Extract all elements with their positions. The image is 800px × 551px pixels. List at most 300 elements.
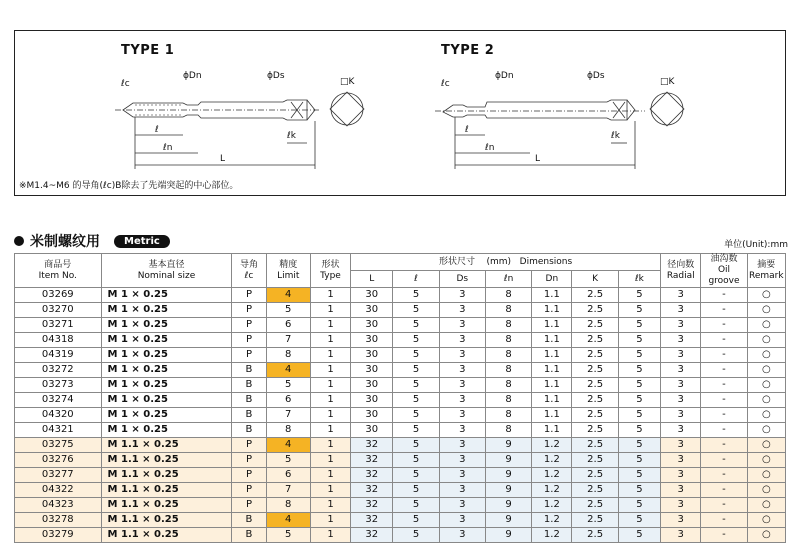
cell-Ds: 3 (439, 363, 485, 378)
cell-lc: P (232, 318, 266, 333)
cell-L: 32 (351, 528, 393, 543)
chamfer-note: ※M1.4~M6 的导角(ℓc)B除去了先端突起的中心部位。 (19, 181, 239, 191)
cell-L: 30 (351, 423, 393, 438)
cell-Dn: 1.2 (532, 453, 572, 468)
cell-lk: 5 (618, 378, 660, 393)
cell-lc: B (232, 423, 266, 438)
cell-size: M 1 × 0.25 (101, 303, 232, 318)
cell-type: 1 (310, 378, 350, 393)
cell-L: 32 (351, 468, 393, 483)
type1-dn-label: ϕDn (183, 71, 202, 81)
cell-radial: 3 (661, 498, 701, 513)
cell-oil: - (701, 318, 747, 333)
cell-Dn: 1.2 (532, 483, 572, 498)
cell-Ds: 3 (439, 393, 485, 408)
cell-remark: ○ (747, 318, 785, 333)
cell-Dn: 1.1 (532, 303, 572, 318)
cell-ln: 8 (485, 378, 531, 393)
cell-type: 1 (310, 303, 350, 318)
cell-radial: 3 (661, 453, 701, 468)
cell-Ds: 3 (439, 423, 485, 438)
cell-Dn: 1.2 (532, 468, 572, 483)
cell-remark: ○ (747, 333, 785, 348)
cell-l: 5 (393, 453, 439, 468)
type1-k-label: □K (340, 77, 355, 87)
cell-size: M 1.1 × 0.25 (101, 483, 232, 498)
cell-K: 2.5 (572, 408, 618, 423)
table-row (15, 318, 786, 333)
cell-lc: B (232, 378, 266, 393)
cell-limit: 4 (266, 363, 310, 378)
cell-item: 03269 (15, 288, 102, 303)
table-row (15, 468, 786, 483)
cell-item: 03273 (15, 378, 102, 393)
cell-oil: - (701, 528, 747, 543)
cell-L: 30 (351, 333, 393, 348)
type1-ds-label: ϕDs (267, 71, 285, 81)
cell-L: 32 (351, 483, 393, 498)
table-row (15, 348, 786, 363)
cell-Ds: 3 (439, 288, 485, 303)
cell-K: 2.5 (572, 468, 618, 483)
cell-lk: 5 (618, 363, 660, 378)
cell-Dn: 1.1 (532, 378, 572, 393)
cell-size: M 1 × 0.25 (101, 333, 232, 348)
type2-lc-label: ℓc (441, 79, 450, 89)
cell-K: 2.5 (572, 288, 618, 303)
cell-l: 5 (393, 408, 439, 423)
cell-lc: B (232, 393, 266, 408)
type1-ln-label: ℓn (163, 143, 173, 153)
cell-radial: 3 (661, 318, 701, 333)
header-type: 形状 Type (310, 254, 350, 288)
table-row (15, 453, 786, 468)
cell-K: 2.5 (572, 318, 618, 333)
table-row (15, 438, 786, 453)
cell-L: 32 (351, 513, 393, 528)
cell-l: 5 (393, 288, 439, 303)
cell-remark: ○ (747, 438, 785, 453)
cell-lc: B (232, 513, 266, 528)
cell-lk: 5 (618, 408, 660, 423)
cell-L: 30 (351, 408, 393, 423)
cell-size: M 1 × 0.25 (101, 288, 232, 303)
cell-type: 1 (310, 498, 350, 513)
cell-K: 2.5 (572, 528, 618, 543)
cell-lc: P (232, 438, 266, 453)
cell-lk: 5 (618, 468, 660, 483)
cell-item: 04320 (15, 408, 102, 423)
cell-l: 5 (393, 378, 439, 393)
cell-lk: 5 (618, 528, 660, 543)
cell-radial: 3 (661, 513, 701, 528)
cell-oil: - (701, 513, 747, 528)
cell-item: 03278 (15, 513, 102, 528)
cell-size: M 1 × 0.25 (101, 393, 232, 408)
cell-l: 5 (393, 528, 439, 543)
cell-size: M 1 × 0.25 (101, 318, 232, 333)
cell-l: 5 (393, 333, 439, 348)
cell-Ds: 3 (439, 348, 485, 363)
cell-Dn: 1.1 (532, 333, 572, 348)
cell-limit: 8 (266, 423, 310, 438)
cell-Ds: 3 (439, 408, 485, 423)
cell-lc: B (232, 528, 266, 543)
cell-limit: 7 (266, 408, 310, 423)
header-size: 基本直径 Nominal size (101, 254, 232, 288)
cell-size: M 1 × 0.25 (101, 348, 232, 363)
cell-remark: ○ (747, 378, 785, 393)
cell-item: 03274 (15, 393, 102, 408)
table-row (15, 333, 786, 348)
cell-lk: 5 (618, 423, 660, 438)
cell-Ds: 3 (439, 483, 485, 498)
cell-ln: 8 (485, 333, 531, 348)
cell-Dn: 1.1 (532, 393, 572, 408)
cell-Ds: 3 (439, 468, 485, 483)
cell-Dn: 1.1 (532, 423, 572, 438)
cell-remark: ○ (747, 288, 785, 303)
cell-ln: 8 (485, 393, 531, 408)
cell-size: M 1.1 × 0.25 (101, 498, 232, 513)
table-row (15, 303, 786, 318)
cell-type: 1 (310, 408, 350, 423)
cell-l: 5 (393, 393, 439, 408)
cell-Dn: 1.1 (532, 288, 572, 303)
type2-L-label: L (535, 154, 541, 164)
cell-L: 30 (351, 303, 393, 318)
tap-drawings (15, 31, 787, 181)
cell-L: 32 (351, 438, 393, 453)
section-title: 米制螺纹用 (30, 234, 100, 250)
cell-size: M 1 × 0.25 (101, 408, 232, 423)
cell-type: 1 (310, 333, 350, 348)
section-heading (14, 231, 170, 251)
cell-lk: 5 (618, 303, 660, 318)
cell-l: 5 (393, 483, 439, 498)
cell-limit: 7 (266, 483, 310, 498)
cell-remark: ○ (747, 348, 785, 363)
cell-radial: 3 (661, 288, 701, 303)
cell-ln: 8 (485, 288, 531, 303)
cell-Ds: 3 (439, 378, 485, 393)
cell-type: 1 (310, 363, 350, 378)
cell-Dn: 1.1 (532, 363, 572, 378)
header-limit: 精度 Limit (266, 254, 310, 288)
cell-item: 04319 (15, 348, 102, 363)
cell-limit: 6 (266, 318, 310, 333)
bullet-icon (14, 236, 24, 246)
cell-radial: 3 (661, 408, 701, 423)
cell-lc: P (232, 333, 266, 348)
cell-type: 1 (310, 318, 350, 333)
cell-K: 2.5 (572, 483, 618, 498)
cell-item: 04322 (15, 483, 102, 498)
cell-lc: B (232, 408, 266, 423)
header-dimensions: 形状尺寸 (mm) Dimensions (351, 254, 661, 271)
cell-K: 2.5 (572, 498, 618, 513)
type2-k-label: □K (660, 77, 675, 87)
cell-radial: 3 (661, 528, 701, 543)
cell-radial: 3 (661, 393, 701, 408)
cell-remark: ○ (747, 468, 785, 483)
cell-L: 30 (351, 288, 393, 303)
cell-L: 30 (351, 348, 393, 363)
cell-remark: ○ (747, 498, 785, 513)
header-lc: 导角 ℓc (232, 254, 266, 288)
cell-type: 1 (310, 528, 350, 543)
cell-radial: 3 (661, 483, 701, 498)
cell-remark: ○ (747, 528, 785, 543)
cell-type: 1 (310, 468, 350, 483)
cell-ln: 9 (485, 468, 531, 483)
cell-limit: 4 (266, 513, 310, 528)
cell-item: 03271 (15, 318, 102, 333)
type1-L-label: L (220, 154, 226, 164)
cell-Ds: 3 (439, 303, 485, 318)
cell-remark: ○ (747, 513, 785, 528)
type2-label: TYPE 2 (441, 43, 495, 58)
cell-oil: - (701, 393, 747, 408)
header-ln: ℓn (485, 271, 531, 288)
table-row (15, 483, 786, 498)
metric-badge: Metric (114, 235, 170, 248)
cell-item: 04321 (15, 423, 102, 438)
cell-l: 5 (393, 303, 439, 318)
cell-K: 2.5 (572, 453, 618, 468)
cell-remark: ○ (747, 423, 785, 438)
unit-label: 单位(Unit):mm (724, 240, 788, 250)
cell-item: 03279 (15, 528, 102, 543)
cell-ln: 9 (485, 498, 531, 513)
cell-remark: ○ (747, 483, 785, 498)
cell-type: 1 (310, 438, 350, 453)
cell-lk: 5 (618, 333, 660, 348)
cell-lc: P (232, 468, 266, 483)
cell-Ds: 3 (439, 318, 485, 333)
cell-type: 1 (310, 393, 350, 408)
cell-limit: 8 (266, 348, 310, 363)
cell-radial: 3 (661, 333, 701, 348)
cell-item: 04318 (15, 333, 102, 348)
type1-lc-label: ℓc (121, 79, 130, 89)
type1-l-label: ℓ (155, 125, 159, 135)
cell-lc: P (232, 288, 266, 303)
cell-item: 03277 (15, 468, 102, 483)
cell-size: M 1.1 × 0.25 (101, 513, 232, 528)
header-radial: 径向数 Radial (661, 254, 701, 288)
cell-K: 2.5 (572, 513, 618, 528)
cell-radial: 3 (661, 423, 701, 438)
cell-item: 04323 (15, 498, 102, 513)
cell-limit: 5 (266, 453, 310, 468)
type2-ds-label: ϕDs (587, 71, 605, 81)
cell-l: 5 (393, 498, 439, 513)
cell-K: 2.5 (572, 378, 618, 393)
cell-ln: 8 (485, 423, 531, 438)
type2-lk-label: ℓk (611, 131, 620, 141)
cell-size: M 1.1 × 0.25 (101, 468, 232, 483)
cell-ln: 9 (485, 483, 531, 498)
cell-oil: - (701, 333, 747, 348)
table-row (15, 378, 786, 393)
type1-lk-label: ℓk (287, 131, 296, 141)
cell-L: 30 (351, 318, 393, 333)
cell-lc: P (232, 483, 266, 498)
cell-oil: - (701, 363, 747, 378)
cell-radial: 3 (661, 378, 701, 393)
cell-Dn: 1.1 (532, 408, 572, 423)
cell-Ds: 3 (439, 528, 485, 543)
cell-Ds: 3 (439, 333, 485, 348)
cell-l: 5 (393, 318, 439, 333)
cell-limit: 8 (266, 498, 310, 513)
cell-L: 30 (351, 378, 393, 393)
cell-oil: - (701, 288, 747, 303)
cell-ln: 8 (485, 303, 531, 318)
table-row (15, 528, 786, 543)
tap-diagram-panel (14, 30, 786, 196)
cell-type: 1 (310, 483, 350, 498)
cell-l: 5 (393, 438, 439, 453)
cell-limit: 5 (266, 378, 310, 393)
cell-L: 30 (351, 363, 393, 378)
cell-l: 5 (393, 423, 439, 438)
header-Dn: Dn (532, 271, 572, 288)
cell-K: 2.5 (572, 393, 618, 408)
cell-size: M 1.1 × 0.25 (101, 528, 232, 543)
table-row (15, 288, 786, 303)
cell-limit: 4 (266, 288, 310, 303)
cell-l: 5 (393, 468, 439, 483)
cell-Dn: 1.2 (532, 528, 572, 543)
cell-ln: 8 (485, 408, 531, 423)
cell-oil: - (701, 483, 747, 498)
cell-lk: 5 (618, 513, 660, 528)
cell-radial: 3 (661, 438, 701, 453)
cell-item: 03275 (15, 438, 102, 453)
cell-lk: 5 (618, 318, 660, 333)
table-row (15, 408, 786, 423)
cell-radial: 3 (661, 348, 701, 363)
cell-oil: - (701, 498, 747, 513)
type1-label: TYPE 1 (121, 43, 175, 58)
cell-K: 2.5 (572, 348, 618, 363)
header-Ds: Ds (439, 271, 485, 288)
cell-lc: P (232, 498, 266, 513)
cell-remark: ○ (747, 363, 785, 378)
cell-K: 2.5 (572, 303, 618, 318)
cell-oil: - (701, 378, 747, 393)
cell-type: 1 (310, 513, 350, 528)
cell-size: M 1 × 0.25 (101, 363, 232, 378)
header-oil: 油沟数 Oil groove (701, 254, 747, 288)
cell-ln: 9 (485, 453, 531, 468)
cell-K: 2.5 (572, 423, 618, 438)
cell-limit: 6 (266, 468, 310, 483)
cell-K: 2.5 (572, 438, 618, 453)
cell-lk: 5 (618, 288, 660, 303)
cell-l: 5 (393, 348, 439, 363)
cell-Dn: 1.1 (532, 348, 572, 363)
cell-L: 32 (351, 453, 393, 468)
cell-oil: - (701, 303, 747, 318)
cell-lc: P (232, 453, 266, 468)
cell-type: 1 (310, 453, 350, 468)
cell-type: 1 (310, 288, 350, 303)
cell-ln: 8 (485, 318, 531, 333)
cell-remark: ○ (747, 453, 785, 468)
table-row (15, 393, 786, 408)
type2-l-label: ℓ (465, 125, 469, 135)
cell-Dn: 1.2 (532, 513, 572, 528)
cell-remark: ○ (747, 408, 785, 423)
cell-lc: P (232, 303, 266, 318)
header-lk: ℓk (618, 271, 660, 288)
cell-Dn: 1.2 (532, 438, 572, 453)
cell-size: M 1 × 0.25 (101, 423, 232, 438)
type2-dn-label: ϕDn (495, 71, 514, 81)
cell-lc: B (232, 363, 266, 378)
cell-remark: ○ (747, 303, 785, 318)
cell-remark: ○ (747, 393, 785, 408)
cell-item: 03272 (15, 363, 102, 378)
cell-limit: 5 (266, 303, 310, 318)
cell-ln: 9 (485, 528, 531, 543)
table-row (15, 513, 786, 528)
cell-ln: 9 (485, 438, 531, 453)
cell-limit: 7 (266, 333, 310, 348)
cell-item: 03276 (15, 453, 102, 468)
cell-lk: 5 (618, 483, 660, 498)
cell-Ds: 3 (439, 513, 485, 528)
header-L: L (351, 271, 393, 288)
header-K: K (572, 271, 618, 288)
header-l: ℓ (393, 271, 439, 288)
table-row (15, 498, 786, 513)
cell-oil: - (701, 438, 747, 453)
cell-lk: 5 (618, 438, 660, 453)
cell-limit: 4 (266, 438, 310, 453)
cell-Ds: 3 (439, 453, 485, 468)
cell-L: 30 (351, 393, 393, 408)
cell-ln: 8 (485, 348, 531, 363)
cell-ln: 8 (485, 363, 531, 378)
type2-tap-body (443, 100, 627, 120)
cell-oil: - (701, 408, 747, 423)
cell-Ds: 3 (439, 498, 485, 513)
cell-lk: 5 (618, 498, 660, 513)
cell-limit: 6 (266, 393, 310, 408)
cell-radial: 3 (661, 363, 701, 378)
cell-lk: 5 (618, 393, 660, 408)
cell-oil: - (701, 468, 747, 483)
cell-oil: - (701, 453, 747, 468)
tap-spec-table (14, 253, 786, 543)
cell-Dn: 1.1 (532, 318, 572, 333)
cell-size: M 1 × 0.25 (101, 378, 232, 393)
cell-Dn: 1.2 (532, 498, 572, 513)
cell-K: 2.5 (572, 333, 618, 348)
cell-lk: 5 (618, 348, 660, 363)
header-item: 商品号 Item No. (15, 254, 102, 288)
cell-ln: 9 (485, 513, 531, 528)
cell-Ds: 3 (439, 438, 485, 453)
cell-type: 1 (310, 348, 350, 363)
cell-item: 03270 (15, 303, 102, 318)
cell-type: 1 (310, 423, 350, 438)
cell-lk: 5 (618, 453, 660, 468)
